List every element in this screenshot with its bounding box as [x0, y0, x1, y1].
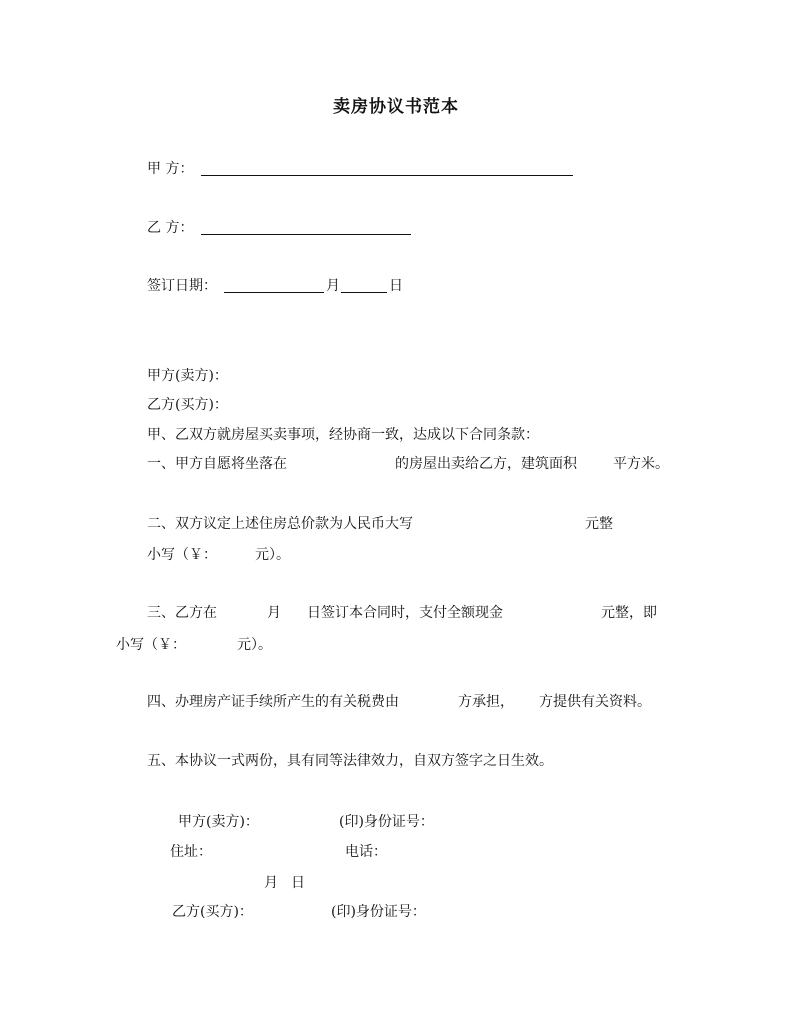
- sign-date-day-label: 日: [389, 278, 403, 294]
- clause-1-part-2: 的房屋出卖给乙方，建筑面积: [395, 456, 577, 472]
- signature-address-label: 住址：: [170, 844, 212, 860]
- clause-1-part-1: 一、甲方自愿将坐落在: [147, 456, 287, 472]
- clause-2-line-2-part-2: 元）。: [255, 547, 290, 563]
- clause-2-part-2: 元整: [585, 516, 613, 532]
- clause-3-part-2: 月: [267, 605, 281, 621]
- clause-3-part-3: 日签订本合同时，支付全额现金: [307, 605, 503, 621]
- signature-seller-id-label: (印)身份证号：: [339, 814, 434, 830]
- clause-3-line-2-part-1: 小写（￥：: [116, 637, 186, 653]
- signature-day-label: 日: [291, 875, 305, 891]
- party-a-label: 甲 方：: [147, 161, 194, 177]
- signature-seller-label: 甲方(卖方)：: [178, 814, 259, 830]
- sign-date-label: 签订日期：: [147, 278, 217, 294]
- party-b-blank[interactable]: [201, 234, 411, 235]
- clause-4-part-3: 方提供有关资料。: [539, 694, 651, 710]
- seller-line: 甲方(卖方)：: [147, 368, 228, 384]
- clause-3-part-1: 三、乙方在: [147, 605, 217, 621]
- party-b-label: 乙 方：: [147, 220, 194, 236]
- sign-date-month-blank[interactable]: [341, 292, 387, 293]
- clause-intro: 甲、乙双方就房屋买卖事项，经协商一致，达成以下合同条款：: [147, 427, 539, 443]
- buyer-line: 乙方(买方)：: [147, 397, 228, 413]
- document-title: 卖房协议书范本: [333, 97, 459, 117]
- clause-3-line-2-part-2: 元）。: [237, 637, 272, 653]
- sign-date-month-label: 月: [326, 278, 340, 294]
- party-a-blank[interactable]: [201, 175, 573, 176]
- clause-1-part-3: 平方米。: [613, 456, 669, 472]
- signature-phone-label: 电话：: [345, 844, 387, 860]
- clause-2-part-1: 二、双方议定上述住房总价款为人民币大写: [147, 516, 413, 532]
- signature-month-label: 月: [264, 875, 278, 891]
- sign-date-year-blank[interactable]: [224, 292, 324, 293]
- clause-2-line-2-part-1: 小写（￥：: [147, 547, 217, 563]
- clause-4-part-1: 四、办理房产证手续所产生的有关税费由: [147, 694, 399, 710]
- clause-4-part-2: 方承担，: [458, 694, 514, 710]
- clause-5: 五、本协议一式两份，具有同等法律效力，自双方签字之日生效。: [147, 753, 553, 769]
- clause-3-part-4: 元整，即: [601, 605, 657, 621]
- signature-buyer-label: 乙方(买方)：: [172, 904, 253, 920]
- signature-buyer-id-label: (印)身份证号：: [331, 904, 426, 920]
